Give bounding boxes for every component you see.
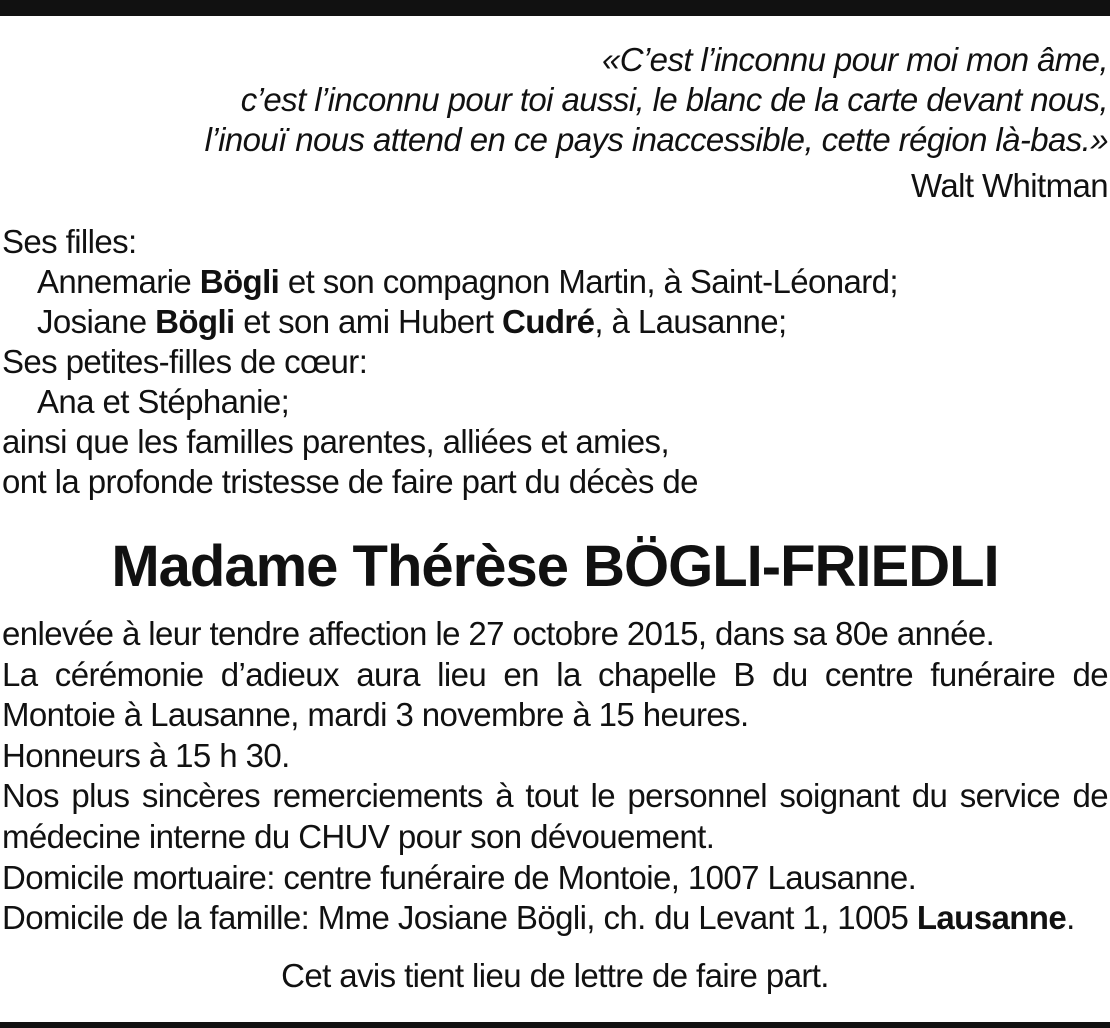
quote-author: Walt Whitman xyxy=(911,167,1108,204)
partner-last-name: Cudré xyxy=(502,303,595,340)
family-list xyxy=(2,222,1108,502)
announce-line: ont la profonde tristesse de faire part du décès de xyxy=(2,463,698,500)
details-line xyxy=(2,898,1108,939)
bottom-rule xyxy=(0,1022,1110,1028)
families-line: ainsi que les familles parentes, alliées et amies, xyxy=(2,423,670,460)
details-line: La cérémonie d’adieux aura lieu en la chapelle B du centre funéraire de xyxy=(2,655,1108,693)
last-name: Bögli xyxy=(199,263,280,300)
quote-line: c’est l’inconnu pour toi aussi, le blanc de la carte devant nous, xyxy=(240,81,1108,118)
granddaughters: Ana et Stéphanie; xyxy=(37,383,290,420)
details-block xyxy=(2,614,1108,939)
top-rule xyxy=(0,0,1110,16)
details-line: médecine interne du CHUV pour son dévouement. xyxy=(2,817,715,855)
detail: et son compagnon Martin, à Saint-Léonard; xyxy=(287,263,898,300)
granddaughters-label: Ses petites-filles de cœur: xyxy=(2,343,368,380)
daughter-2 xyxy=(2,302,1108,342)
first-name: Josiane xyxy=(37,303,147,340)
last-name: Bögli xyxy=(155,303,235,340)
detail: et son ami Hubert xyxy=(243,303,494,340)
address-city: Lausanne xyxy=(916,899,1067,937)
details-line: enlevée à leur tendre affection le 27 octobre 2015, dans sa 80e année. xyxy=(2,615,995,652)
address: Domicile de la famille: Mme Josiane Bögli, ch. du Levant 1, 1005 xyxy=(2,899,909,937)
quote-line: «C’est l’inconnu pour moi mon âme, xyxy=(601,41,1108,78)
daughters-label: Ses filles: xyxy=(2,223,137,260)
detail: , à Lausanne; xyxy=(594,303,787,340)
daughter-1 xyxy=(2,262,1108,302)
details-line: Domicile mortuaire: centre funéraire de Montoie, 1007 Lausanne. xyxy=(2,858,917,896)
details-line: Montoie à Lausanne, mardi 3 novembre à 15 heures. xyxy=(2,696,749,734)
epigraph-quote xyxy=(8,40,1108,160)
quote-line: l’inouï nous attend en ce pays inaccessible, cette région là-bas.» xyxy=(204,121,1108,158)
closing-note: Cet avis tient lieu de lettre de faire part. xyxy=(281,957,829,994)
details-line: Honneurs à 15 h 30. xyxy=(2,736,290,774)
first-name: Annemarie xyxy=(37,263,192,300)
details-line: Nos plus sincères remerciements à tout le personnel soignant du service de xyxy=(2,777,1108,815)
period: . xyxy=(1066,899,1075,937)
deceased-name: Madame Thérèse BÖGLI-FRIEDLI xyxy=(111,534,999,599)
